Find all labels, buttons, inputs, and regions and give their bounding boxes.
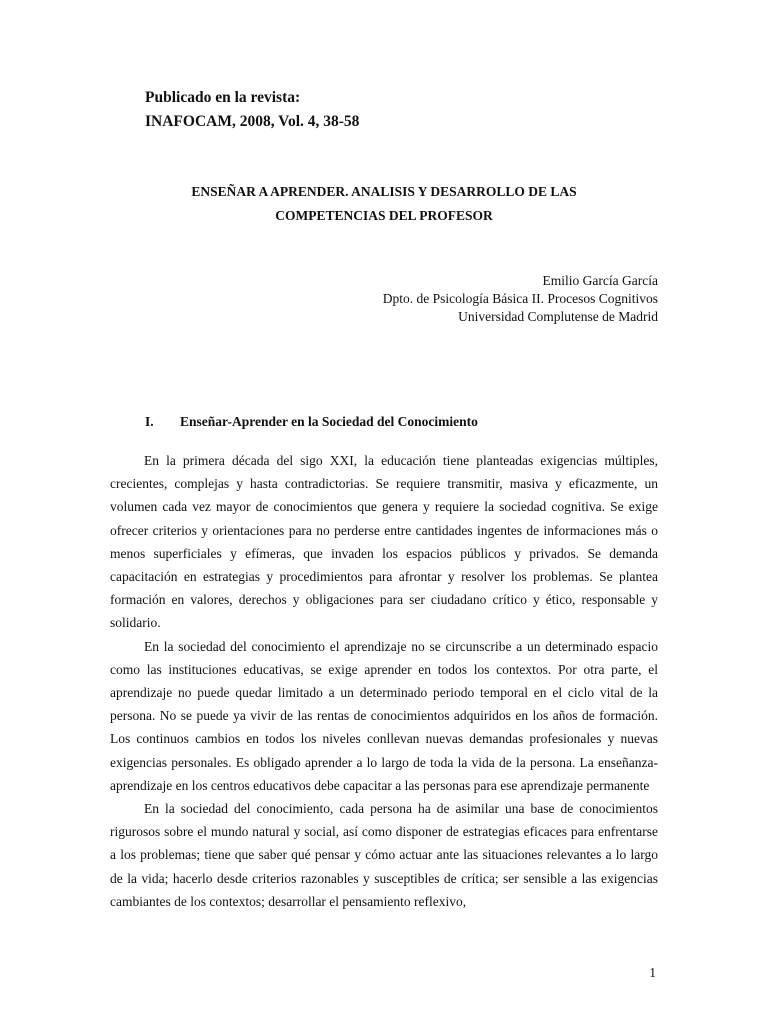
paragraph: En la sociedad del conocimiento, cada persona ha de asimilar una base de conocimientos rigurosos sobre el mundo natural y social, así como disponer de estrategias eficaces para enfrentarse a los problemas; tiene que saber qué pensar y cómo actuar ante las situaciones relevantes a lo largo de la vida; hacerlo desde criterios razonables y susceptibles de crítica; ser sensible a las exigencias cambiantes de los contextos; desarrollar el pensamiento reflexivo,	[110, 801, 658, 909]
page-number: 1	[649, 965, 656, 980]
paragraph: En la primera década del sigo XXI, la educación tiene planteadas exigencias múltiples, crecientes, complejas y hasta contradictorias. Se requiere transmitir, masiva y eficazmente, un volumen cada vez mayor de conocimientos que genera y requiere la sociedad cognitiva. Se exige ofrecer criterios y orientaciones para no perderse entre cantidades ingentes de informaciones más o menos superficiales y efímeras, que invaden los espacios públicos y privados. Se demanda capacitación en estrategias y procedimientos para afrontar y resolver los problemas. Se plantea formación en valores, derechos y obligaciones para ser ciudadano crítico y ético, responsable y solidario.	[110, 453, 658, 631]
section-number: I.	[145, 414, 154, 429]
paragraph: En la sociedad del conocimiento el aprendizaje no se circunscribe a un determinado espacio como las instituciones educativas, se exige aprender en todos los contextos. Por otra parte, el aprendizaje no puede quedar limitado a un determinado periodo temporal en el ciclo vital de la persona. No se puede ya vivir de las rentas de conocimientos adquiridos en los años de formación. Los continuos cambios en todos los niveles conllevan nuevas demandas profesionales y nuevas exigencias personales. Es obligado aprender a lo largo de toda la vida de la persona. La enseñanza-aprendizaje en los centros educativos debe capacitar a las personas para ese aprendizaje permanente	[110, 638, 658, 793]
publication-line: Publicado en la revista:	[145, 89, 301, 106]
author-block	[383, 272, 658, 326]
author-university: Universidad Complutense de Madrid	[458, 309, 658, 324]
author-department: Dpto. de Psicología Básica II. Procesos Cognitivos	[382, 291, 658, 306]
paper-title-line-2: COMPETENCIAS DEL PROFESOR	[275, 208, 493, 223]
section-heading	[145, 412, 478, 432]
paper-title	[110, 180, 658, 228]
paper-title-line-1: ENSEÑAR A APRENDER. ANALISIS Y DESARROLLO DE LAS	[191, 184, 577, 199]
publication-info	[145, 86, 359, 134]
body-text	[110, 449, 658, 913]
author-name: Emilio García García	[542, 273, 658, 288]
publication-citation: INAFOCAM, 2008, Vol. 4, 38-58	[145, 113, 360, 130]
section-title: Enseñar-Aprender en la Sociedad del Conocimiento	[180, 414, 478, 429]
